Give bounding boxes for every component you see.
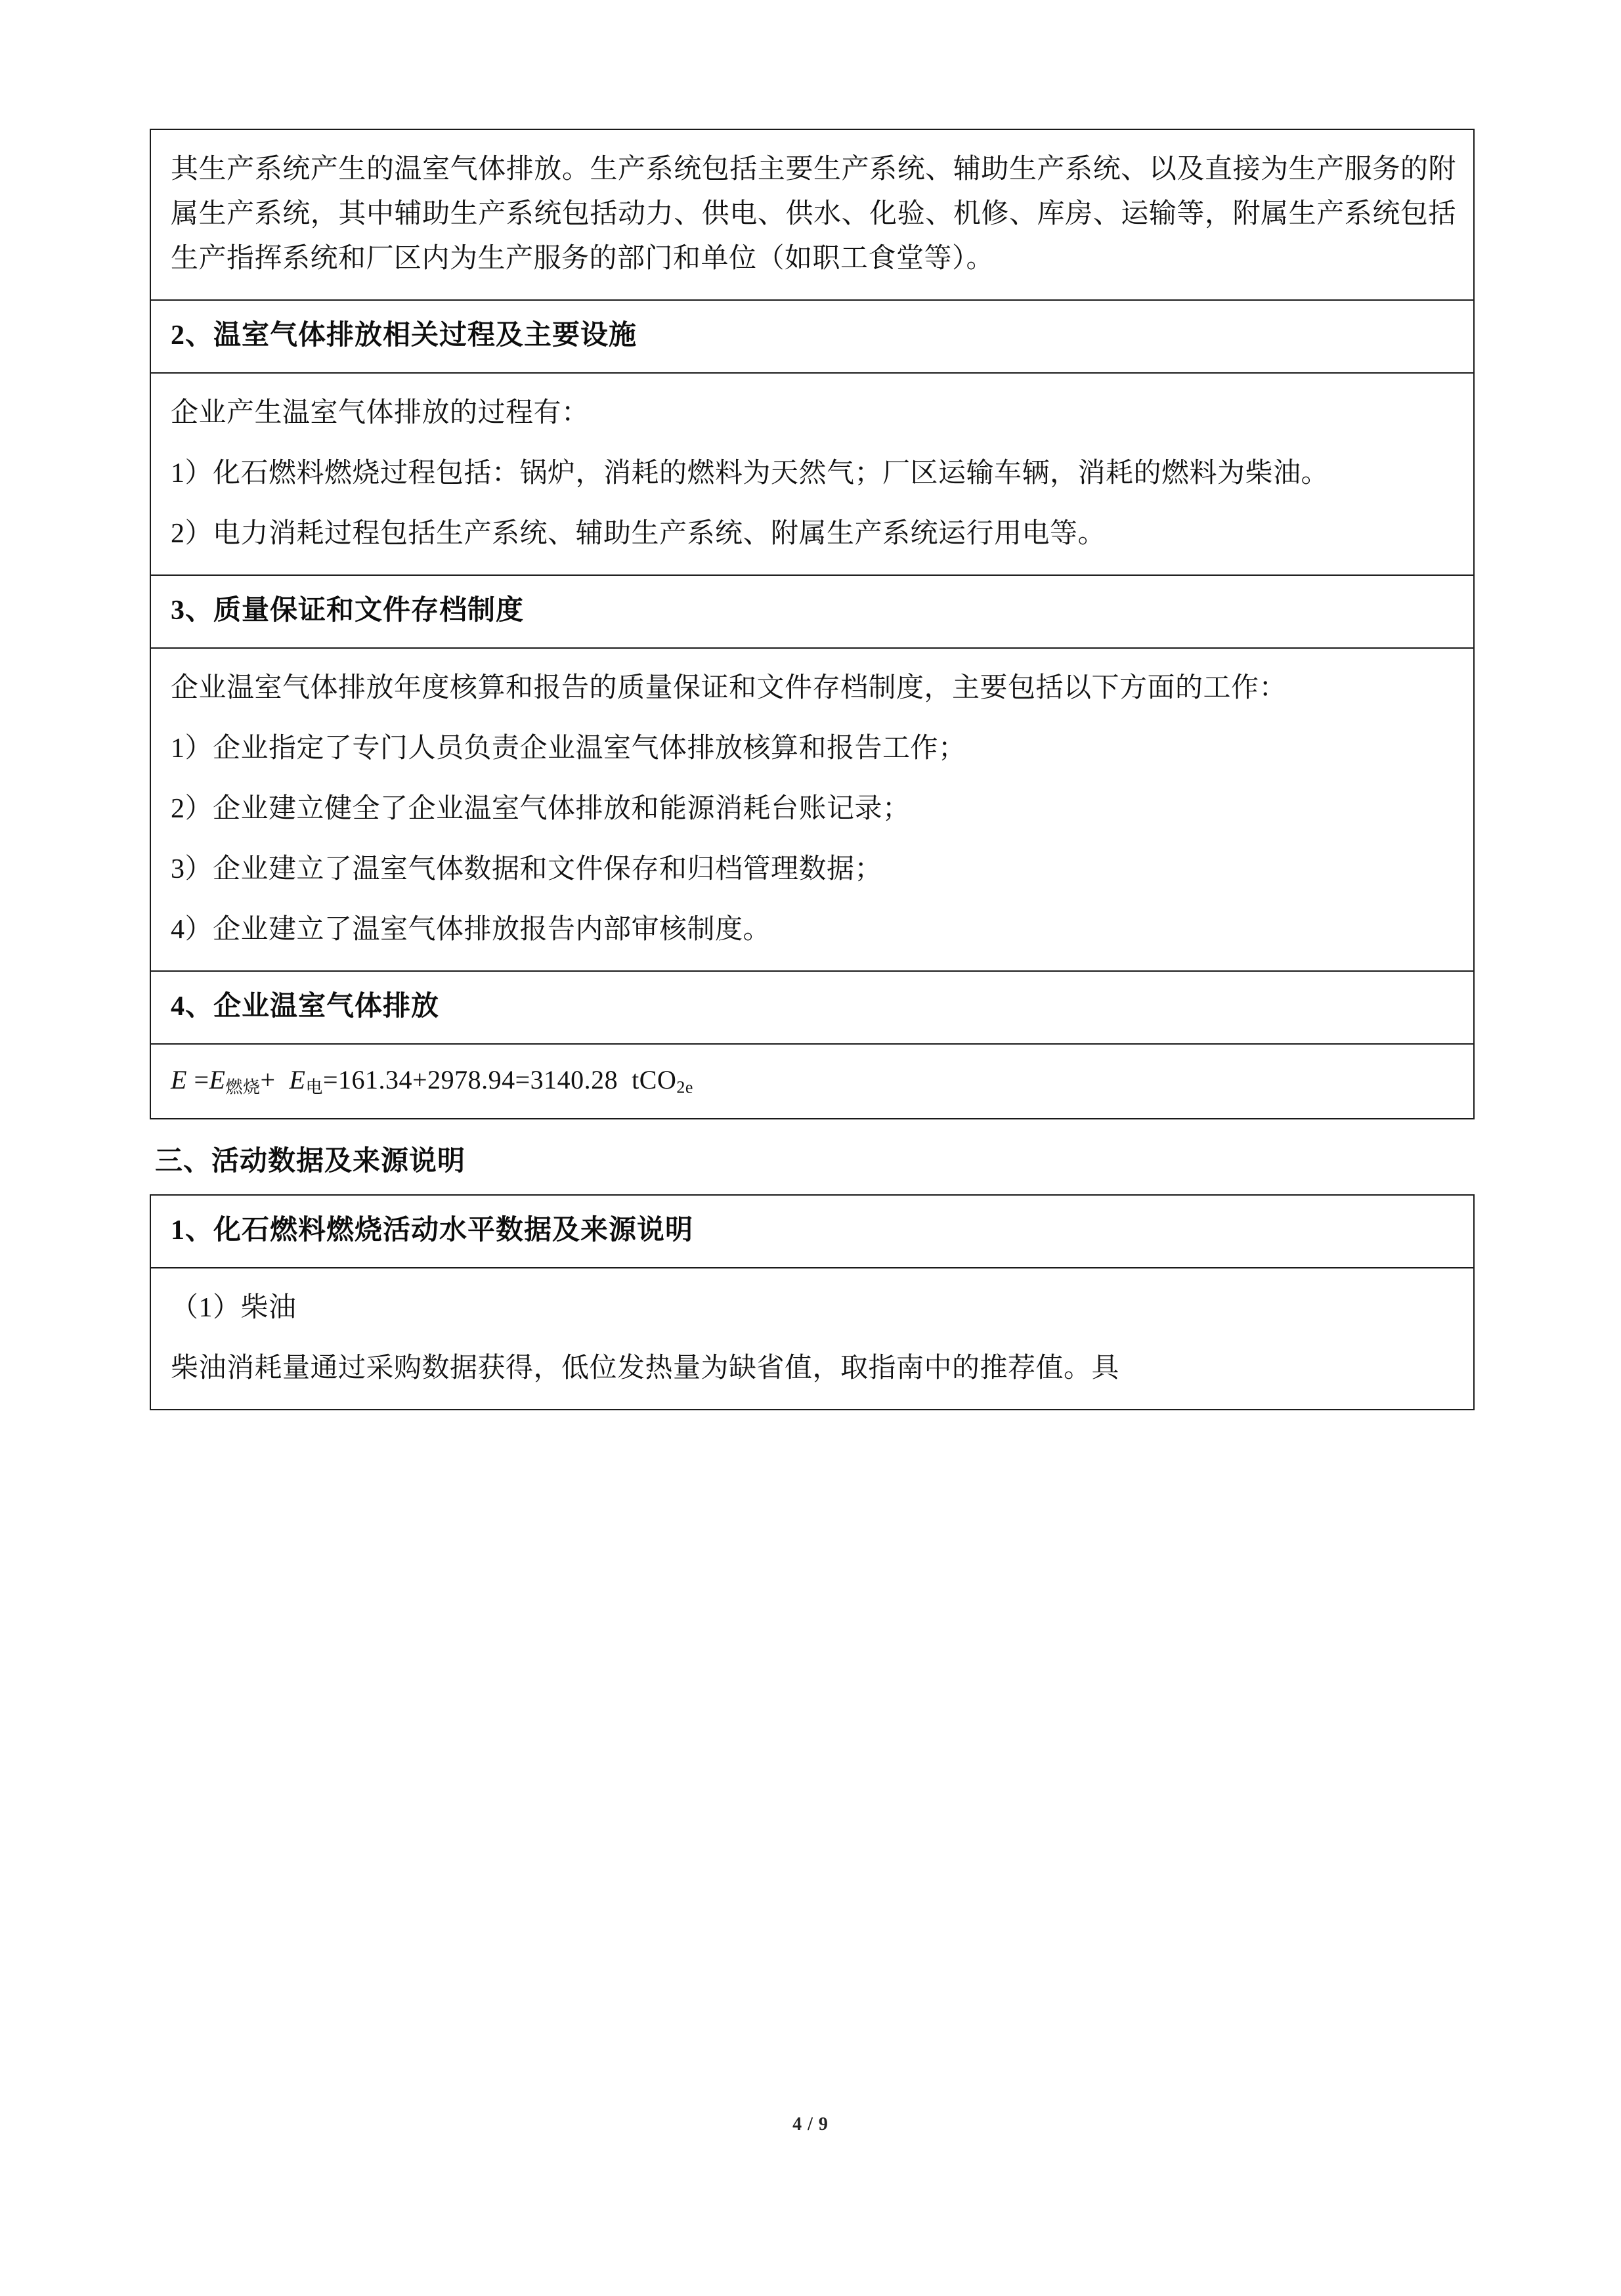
heading-3-inner [151, 576, 1473, 647]
formula-symbol-e-power: E [289, 1065, 306, 1095]
table-row [150, 129, 1474, 300]
heading-4-inner [151, 972, 1473, 1043]
formula-sub-fuel: 燃烧 [225, 1077, 261, 1097]
emission-process-cell [150, 373, 1474, 575]
diesel-description: 柴油消耗量通过采购数据获得，低位发热量为缺省值，取指南中的推荐值。具 [171, 1353, 1120, 1383]
section-title-three: 三、活动数据及来源说明 [155, 1146, 466, 1177]
quality-inner [151, 649, 1473, 970]
heading-activity-inner [151, 1196, 1473, 1267]
intro-cell-inner [151, 130, 1473, 299]
table-row [150, 1195, 1474, 1268]
heading-4: 4、企业温室气体排放 [171, 991, 440, 1022]
quality-item-3: 3）企业建立了温室气体数据和文件保存和归档管理数据； [171, 854, 883, 885]
emission-process-item-2: 2）电力消耗过程包括生产系统、辅助生产系统、附属生产系统运行用电等。 [171, 519, 1106, 550]
table-row [150, 1044, 1474, 1119]
table-row [150, 373, 1474, 575]
emission-process-item-1: 1）化石燃料燃烧过程包括：锅炉，消耗的燃料为天然气；厂区运输车辆，消耗的燃料为柴油。 [171, 458, 1329, 489]
table-row [150, 1268, 1474, 1410]
table-row [150, 300, 1474, 373]
heading-2-inner [151, 301, 1473, 372]
emission-process-intro: 企业产生温室气体排放的过程有： [171, 398, 590, 429]
formula-symbol-e-fuel: E [209, 1065, 226, 1095]
quality-item-2: 2）企业建立健全了企业温室气体排放和能源消耗台账记录； [171, 794, 911, 825]
emission-process-inner [151, 374, 1473, 574]
table-row [150, 575, 1474, 648]
page-number: 4 / 9 [792, 2114, 829, 2134]
heading-2: 2、温室气体排放相关过程及主要设施 [171, 320, 638, 351]
intro-cell [150, 129, 1474, 300]
formula-equals: = [194, 1065, 209, 1095]
formula-symbol-e: E [171, 1065, 187, 1095]
formula-plus: + [260, 1065, 276, 1095]
heading-activity-cell [150, 1195, 1474, 1268]
document-body [150, 129, 1475, 1410]
diesel-inner [151, 1268, 1473, 1409]
activity-data-table [150, 1194, 1475, 1410]
heading-3: 3、质量保证和文件存档制度 [171, 596, 525, 626]
table-row [150, 648, 1474, 971]
diesel-subheading: （1）柴油 [171, 1292, 297, 1323]
heading-2-cell [150, 300, 1474, 373]
quality-intro: 企业温室气体排放年度核算和报告的质量保证和文件存档制度，主要包括以下方面的工作： [171, 673, 1287, 704]
total-emission-formula [171, 1064, 1456, 1098]
heading-activity-data-1: 1、化石燃料燃烧活动水平数据及来源说明 [171, 1215, 694, 1245]
formula-values: =161.34+2978.94=3140.28 [322, 1065, 618, 1095]
quality-item-1: 1）企业指定了专门人员负责企业温室气体排放核算和报告工作； [171, 733, 966, 764]
heading-4-cell [150, 971, 1474, 1044]
formula-unit-sub: 2e [676, 1077, 693, 1097]
formula-unit: tCO [632, 1065, 677, 1095]
table-row [150, 971, 1474, 1044]
heading-3-cell [150, 575, 1474, 648]
diesel-cell [150, 1268, 1474, 1410]
formula-inner [151, 1045, 1473, 1118]
content-table [150, 129, 1475, 1119]
formula-cell [150, 1044, 1474, 1119]
quality-cell [150, 648, 1474, 971]
quality-item-4: 4）企业建立了温室气体排放报告内部审核制度。 [171, 915, 771, 945]
intro-paragraph: 其生产系统产生的温室气体排放。生产系统包括主要生产系统、辅助生产系统、以及直接为生产服务的附属生产系统，其中辅助生产系统包括动力、供电、供水、化验、机修、库房、运输等，附属生产系统包括生产指挥系统和厂区内为生产服务的部门和单位（如职工食堂等）。 [171, 154, 1456, 274]
formula-sub-power: 电 [305, 1077, 323, 1097]
